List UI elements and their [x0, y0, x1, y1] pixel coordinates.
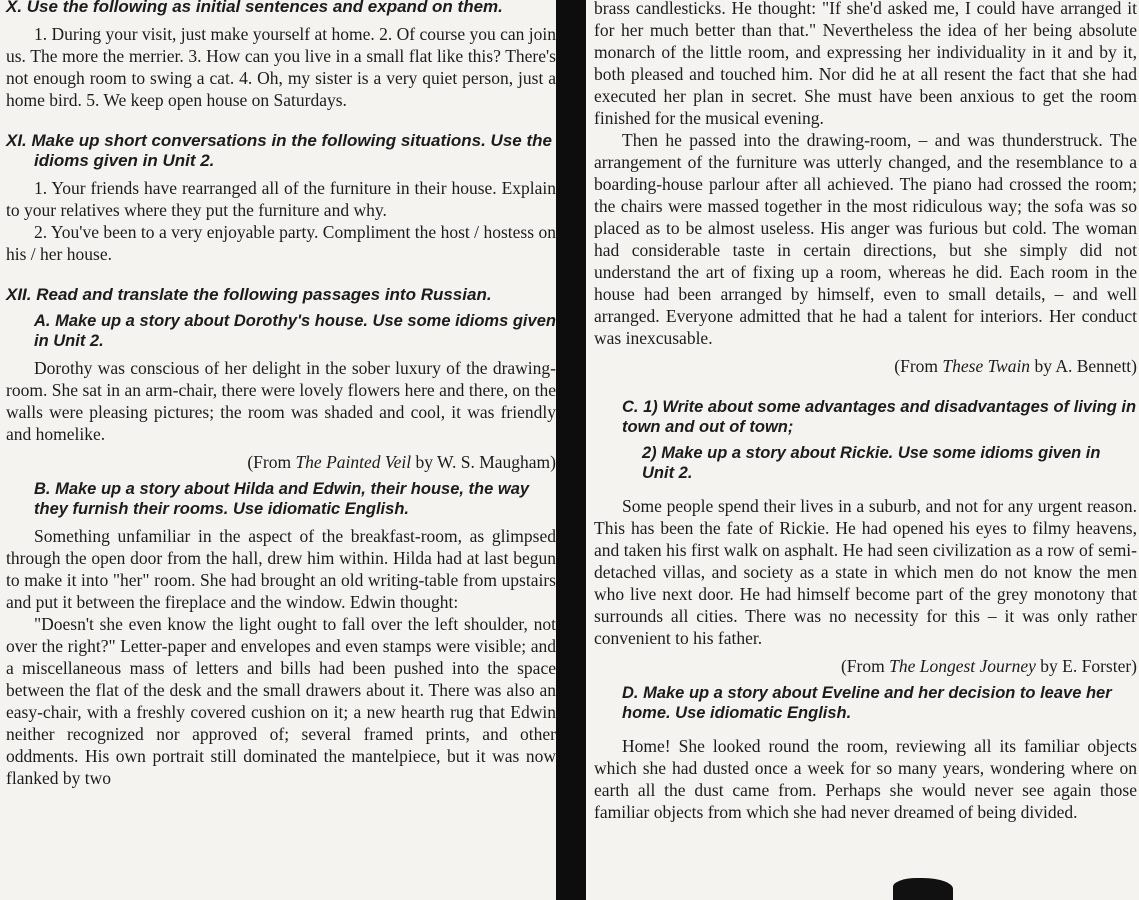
right-page-content — [594, 0, 1137, 823]
exercise-xi-item-2: 2. You've been to a very enjoyable party. Compliment the host / hostess on his / her house. — [6, 222, 556, 264]
passage-b-text-2: "Doesn't she even know the light ought to fall over the left shoulder, not over the right?" Letter-paper and envelopes and even stamps were visible; and a miscellaneous mass of letters and bills had been pushed into the space between the flat of the desk and the small drawers about it. There was also an easy-chair, with a freshly covered cushion on it; a new hearth rug that Edwin neither recognized nor approved of; several framed prints, and other oddments. His own portrait still dominated the mantelpiece, but it was now flanked by two — [6, 614, 556, 788]
passage-d-title: D. Make up a story about Eveline and her decision to leave her home. Use idiomatic English. — [622, 684, 1112, 722]
passage-a-text: Dorothy was conscious of her delight in the sober luxury of the drawing-room. She sat in an arm-chair, there were lovely flowers here and there, on the walls were pleasing pictures; the room was shaded and cool, it was friendly and homelike. — [6, 358, 556, 444]
passage-c-title-1: C. 1) Write about some advantages and disadvantages of living in town and out of town; — [622, 398, 1137, 436]
passage-d-text: Home! She looked round the room, reviewing all its familiar objects which she had dusted once a week for so many years, wondering where on earth all the dust came from. Perhaps she would never see again those familiar objects from which she had never dreamed of being divided. — [594, 736, 1137, 822]
exercise-xii-title: XII. Read and translate the following passages into Russian. — [6, 285, 492, 304]
right-page — [586, 0, 1139, 900]
exercise-x-title: X. Use the following as initial sentences and expand on them. — [6, 0, 503, 16]
passage-b-text-1: Something unfamiliar in the aspect of the breakfast-room, as glimpsed through the open door from the hall, drew him within. Hilda had at last begun to make it into "her" room. She had brought an old writing-table from upstairs and put it between the fireplace and the window. Edwin thought: — [6, 526, 556, 612]
passage-a-source: (From The Painted Veil by W. S. Maugham) — [247, 452, 556, 472]
passage-b-continued-2: Then he passed into the drawing-room, – and was thunderstruck. The arrangement of the furniture was utterly changed, and the resemblance to a boarding-house parlour after all achieved. The piano had crossed the room; the chairs were massed together in the most ridiculous way; the sofa was so placed as to be almost useless. His anger was furious but cold. The woman had considerable taste in certain directions, but she simply did not understand the art of fixing up a room, whereas he did. Each room in the house had been arranged by himself, even to small details, – and well arranged. Everyone admitted that he had a talent for interiors. Her conduct was inexcusable. — [594, 130, 1137, 348]
exercise-x-text: 1. During your visit, just make yourself at home. 2. Of course you can join us. The more the merrier. 3. How can you live in a small flat like this? There's not enough room to swing a cat. 4. Oh, my sister is a very quiet person, just a home bird. 5. We keep open house on Saturdays. — [6, 24, 556, 110]
passage-b-source: (From These Twain by A. Bennett) — [894, 356, 1137, 376]
passage-a-title: A. Make up a story about Dorothy's house. Use some idioms given in Unit 2. — [34, 312, 556, 350]
passage-b-title: B. Make up a story about Hilda and Edwin, their house, the way they furnish their rooms. Use idiomatic English. — [34, 480, 530, 518]
passage-b-source-title: These Twain — [942, 356, 1031, 376]
passage-c-text: Some people spend their lives in a suburb, and not for any urgent reason. This has been the fate of Rickie. He had opened his eyes to filmy heavens, and taken his first walk on asphalt. He had seen civilization as a row of semi-detached villas, and society as a state in which men do not know the men who live next door. He had himself become part of the grey monotony that surrounds all cities. There was no necessity for this – it was only rather convenient to his father. — [594, 496, 1137, 648]
exercise-xi-title: XI. Make up short conversations in the following situations. Use the idioms given in Unit 2. — [6, 131, 552, 170]
passage-a-source-title: The Painted Veil — [295, 452, 412, 472]
exercise-xi-item-1: 1. Your friends have rearranged all of the furniture in their house. Explain to your relatives where they put the furniture and why. — [6, 178, 556, 220]
passage-c-source: (From The Longest Journey by E. Forster) — [840, 656, 1137, 676]
ink-blot — [893, 878, 953, 900]
passage-c-title-2: 2) Make up a story about Rickie. Use some idioms given in Unit 2. — [642, 444, 1101, 482]
passage-c-source-title: The Longest Journey — [889, 656, 1036, 676]
left-page-content — [6, 0, 556, 789]
passage-b-continued-1: brass candlesticks. He thought: "If she'd asked me, I could have arranged it for her much better than that." Nevertheless the idea of her being absolute monarch of the little room, and expressing her individuality in it and by it, both pleased and touched him. Nor did he at all resent the fact that she had executed her plan in secret. She must have been anxious to get the room finished for the musical evening. — [594, 0, 1137, 128]
left-page — [0, 0, 562, 900]
